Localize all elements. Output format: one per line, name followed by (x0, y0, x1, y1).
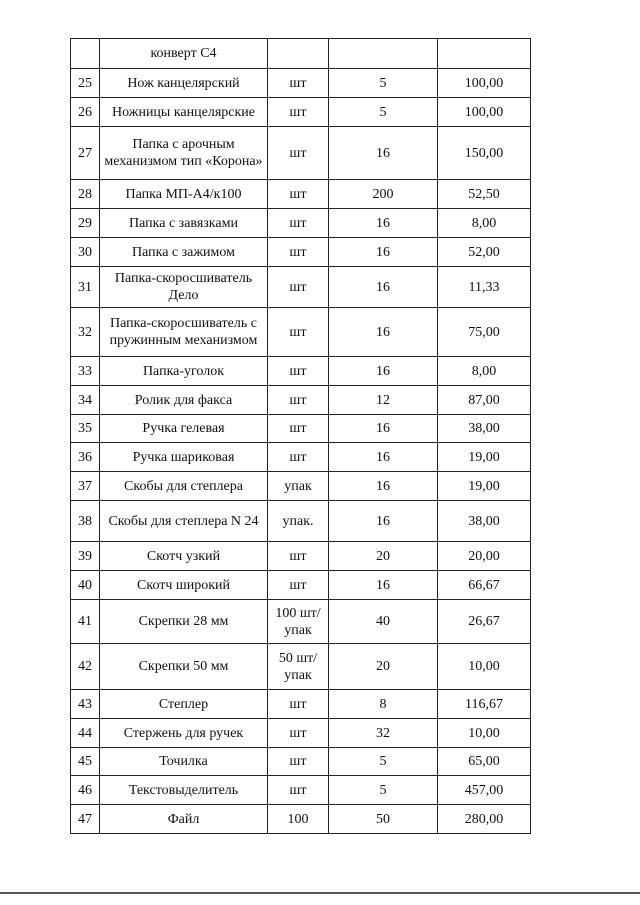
table-row (71, 690, 531, 719)
cell-qty: 16 (329, 443, 438, 472)
table-row (71, 386, 531, 415)
cell-unit: шт (268, 69, 329, 98)
cell-qty: 5 (329, 69, 438, 98)
cell-num: 26 (71, 98, 100, 127)
cell-price: 20,00 (438, 542, 531, 571)
table-row (71, 98, 531, 127)
cell-unit: 50 шт/упак (268, 644, 329, 690)
cell-num (71, 39, 100, 69)
cell-name: Папка с арочным механизмом тип «Корона» (100, 127, 268, 180)
cell-qty: 32 (329, 719, 438, 748)
cell-num: 32 (71, 308, 100, 357)
cell-num: 42 (71, 644, 100, 690)
cell-num: 29 (71, 209, 100, 238)
table-row (71, 209, 531, 238)
cell-num: 34 (71, 386, 100, 415)
cell-price: 65,00 (438, 748, 531, 776)
cell-unit: шт (268, 98, 329, 127)
cell-num: 39 (71, 542, 100, 571)
cell-qty: 20 (329, 542, 438, 571)
cell-price (438, 39, 531, 69)
cell-price: 10,00 (438, 719, 531, 748)
cell-price: 100,00 (438, 69, 531, 98)
cell-name: Папка с зажимом (100, 238, 268, 267)
cell-unit: шт (268, 357, 329, 386)
cell-name: Файл (100, 805, 268, 834)
cell-num: 36 (71, 443, 100, 472)
cell-qty: 200 (329, 180, 438, 209)
cell-num: 46 (71, 776, 100, 805)
cell-qty: 5 (329, 748, 438, 776)
cell-qty: 40 (329, 600, 438, 644)
cell-name: Скобы для степлера N 24 (100, 501, 268, 542)
cell-qty: 16 (329, 267, 438, 308)
cell-price: 52,50 (438, 180, 531, 209)
cell-name: Стержень для ручек (100, 719, 268, 748)
cell-price: 10,00 (438, 644, 531, 690)
cell-name: Скрепки 28 мм (100, 600, 268, 644)
cell-unit: шт (268, 415, 329, 443)
cell-name: Точилка (100, 748, 268, 776)
table-row (71, 600, 531, 644)
table-row (71, 127, 531, 180)
cell-num: 45 (71, 748, 100, 776)
cell-price: 19,00 (438, 472, 531, 501)
cell-qty: 16 (329, 415, 438, 443)
cell-price: 75,00 (438, 308, 531, 357)
table-row (71, 776, 531, 805)
cell-unit: шт (268, 386, 329, 415)
cell-price: 8,00 (438, 209, 531, 238)
cell-unit: шт (268, 748, 329, 776)
cell-price: 11,33 (438, 267, 531, 308)
cell-qty: 50 (329, 805, 438, 834)
cell-unit: шт (268, 719, 329, 748)
cell-name: Папка МП-А4/к100 (100, 180, 268, 209)
cell-qty: 16 (329, 238, 438, 267)
table-row (71, 308, 531, 357)
cell-unit: шт (268, 443, 329, 472)
cell-num: 28 (71, 180, 100, 209)
cell-price: 66,67 (438, 571, 531, 600)
cell-name: Степлер (100, 690, 268, 719)
cell-unit: шт (268, 776, 329, 805)
cell-name: Папка-уголок (100, 357, 268, 386)
cell-unit: шт (268, 238, 329, 267)
cell-name: Скобы для степлера (100, 472, 268, 501)
cell-unit: шт (268, 180, 329, 209)
table-row (71, 472, 531, 501)
cell-price: 87,00 (438, 386, 531, 415)
cell-price: 100,00 (438, 98, 531, 127)
cell-unit: шт (268, 308, 329, 357)
items-table-body (71, 39, 531, 834)
table-row (71, 644, 531, 690)
cell-num: 43 (71, 690, 100, 719)
cell-name: Текстовыделитель (100, 776, 268, 805)
table-row (71, 238, 531, 267)
cell-qty: 16 (329, 472, 438, 501)
cell-num: 44 (71, 719, 100, 748)
cell-num: 33 (71, 357, 100, 386)
cell-unit: 100 (268, 805, 329, 834)
cell-num: 35 (71, 415, 100, 443)
cell-unit: шт (268, 690, 329, 719)
cell-name: Скотч широкий (100, 571, 268, 600)
cell-name: конверт С4 (100, 39, 268, 69)
cell-qty: 16 (329, 571, 438, 600)
cell-unit: шт (268, 542, 329, 571)
cell-num: 30 (71, 238, 100, 267)
cell-name: Ножницы канцелярские (100, 98, 268, 127)
cell-qty: 20 (329, 644, 438, 690)
page-bottom-rule (0, 892, 640, 894)
table-row (71, 69, 531, 98)
cell-unit (268, 39, 329, 69)
table-row (71, 415, 531, 443)
cell-qty: 5 (329, 776, 438, 805)
cell-num: 25 (71, 69, 100, 98)
cell-name: Ручка шариковая (100, 443, 268, 472)
cell-price: 52,00 (438, 238, 531, 267)
cell-qty: 8 (329, 690, 438, 719)
cell-qty: 12 (329, 386, 438, 415)
cell-price: 116,67 (438, 690, 531, 719)
cell-name: Папка-скоросшиватель с пружинным механизмом (100, 308, 268, 357)
cell-name: Папка с завязками (100, 209, 268, 238)
cell-unit: упак (268, 472, 329, 501)
cell-price: 38,00 (438, 415, 531, 443)
cell-unit: шт (268, 209, 329, 238)
table-row (71, 357, 531, 386)
cell-price: 457,00 (438, 776, 531, 805)
cell-unit: шт (268, 127, 329, 180)
table-row (71, 180, 531, 209)
table-row (71, 39, 531, 69)
cell-price: 19,00 (438, 443, 531, 472)
cell-unit: 100 шт/упак (268, 600, 329, 644)
cell-num: 37 (71, 472, 100, 501)
cell-name: Скрепки 50 мм (100, 644, 268, 690)
cell-qty: 16 (329, 209, 438, 238)
cell-num: 41 (71, 600, 100, 644)
cell-name: Ручка гелевая (100, 415, 268, 443)
table-row (71, 501, 531, 542)
cell-name: Нож канцелярский (100, 69, 268, 98)
cell-name: Ролик для факса (100, 386, 268, 415)
cell-num: 31 (71, 267, 100, 308)
cell-name: Скотч узкий (100, 542, 268, 571)
table-row (71, 443, 531, 472)
cell-num: 38 (71, 501, 100, 542)
cell-qty: 16 (329, 127, 438, 180)
table-row (71, 267, 531, 308)
cell-name: Папка-скоросшиватель Дело (100, 267, 268, 308)
cell-qty: 16 (329, 308, 438, 357)
cell-unit: шт (268, 267, 329, 308)
cell-qty: 16 (329, 501, 438, 542)
table-row (71, 719, 531, 748)
cell-num: 40 (71, 571, 100, 600)
cell-price: 26,67 (438, 600, 531, 644)
cell-price: 280,00 (438, 805, 531, 834)
table-row (71, 748, 531, 776)
cell-unit: шт (268, 571, 329, 600)
cell-qty: 16 (329, 357, 438, 386)
cell-unit: упак. (268, 501, 329, 542)
cell-qty: 5 (329, 98, 438, 127)
table-row (71, 571, 531, 600)
cell-num: 27 (71, 127, 100, 180)
table-row (71, 805, 531, 834)
items-table (70, 38, 531, 834)
cell-price: 38,00 (438, 501, 531, 542)
cell-price: 150,00 (438, 127, 531, 180)
cell-qty (329, 39, 438, 69)
cell-price: 8,00 (438, 357, 531, 386)
cell-num: 47 (71, 805, 100, 834)
table-row (71, 542, 531, 571)
